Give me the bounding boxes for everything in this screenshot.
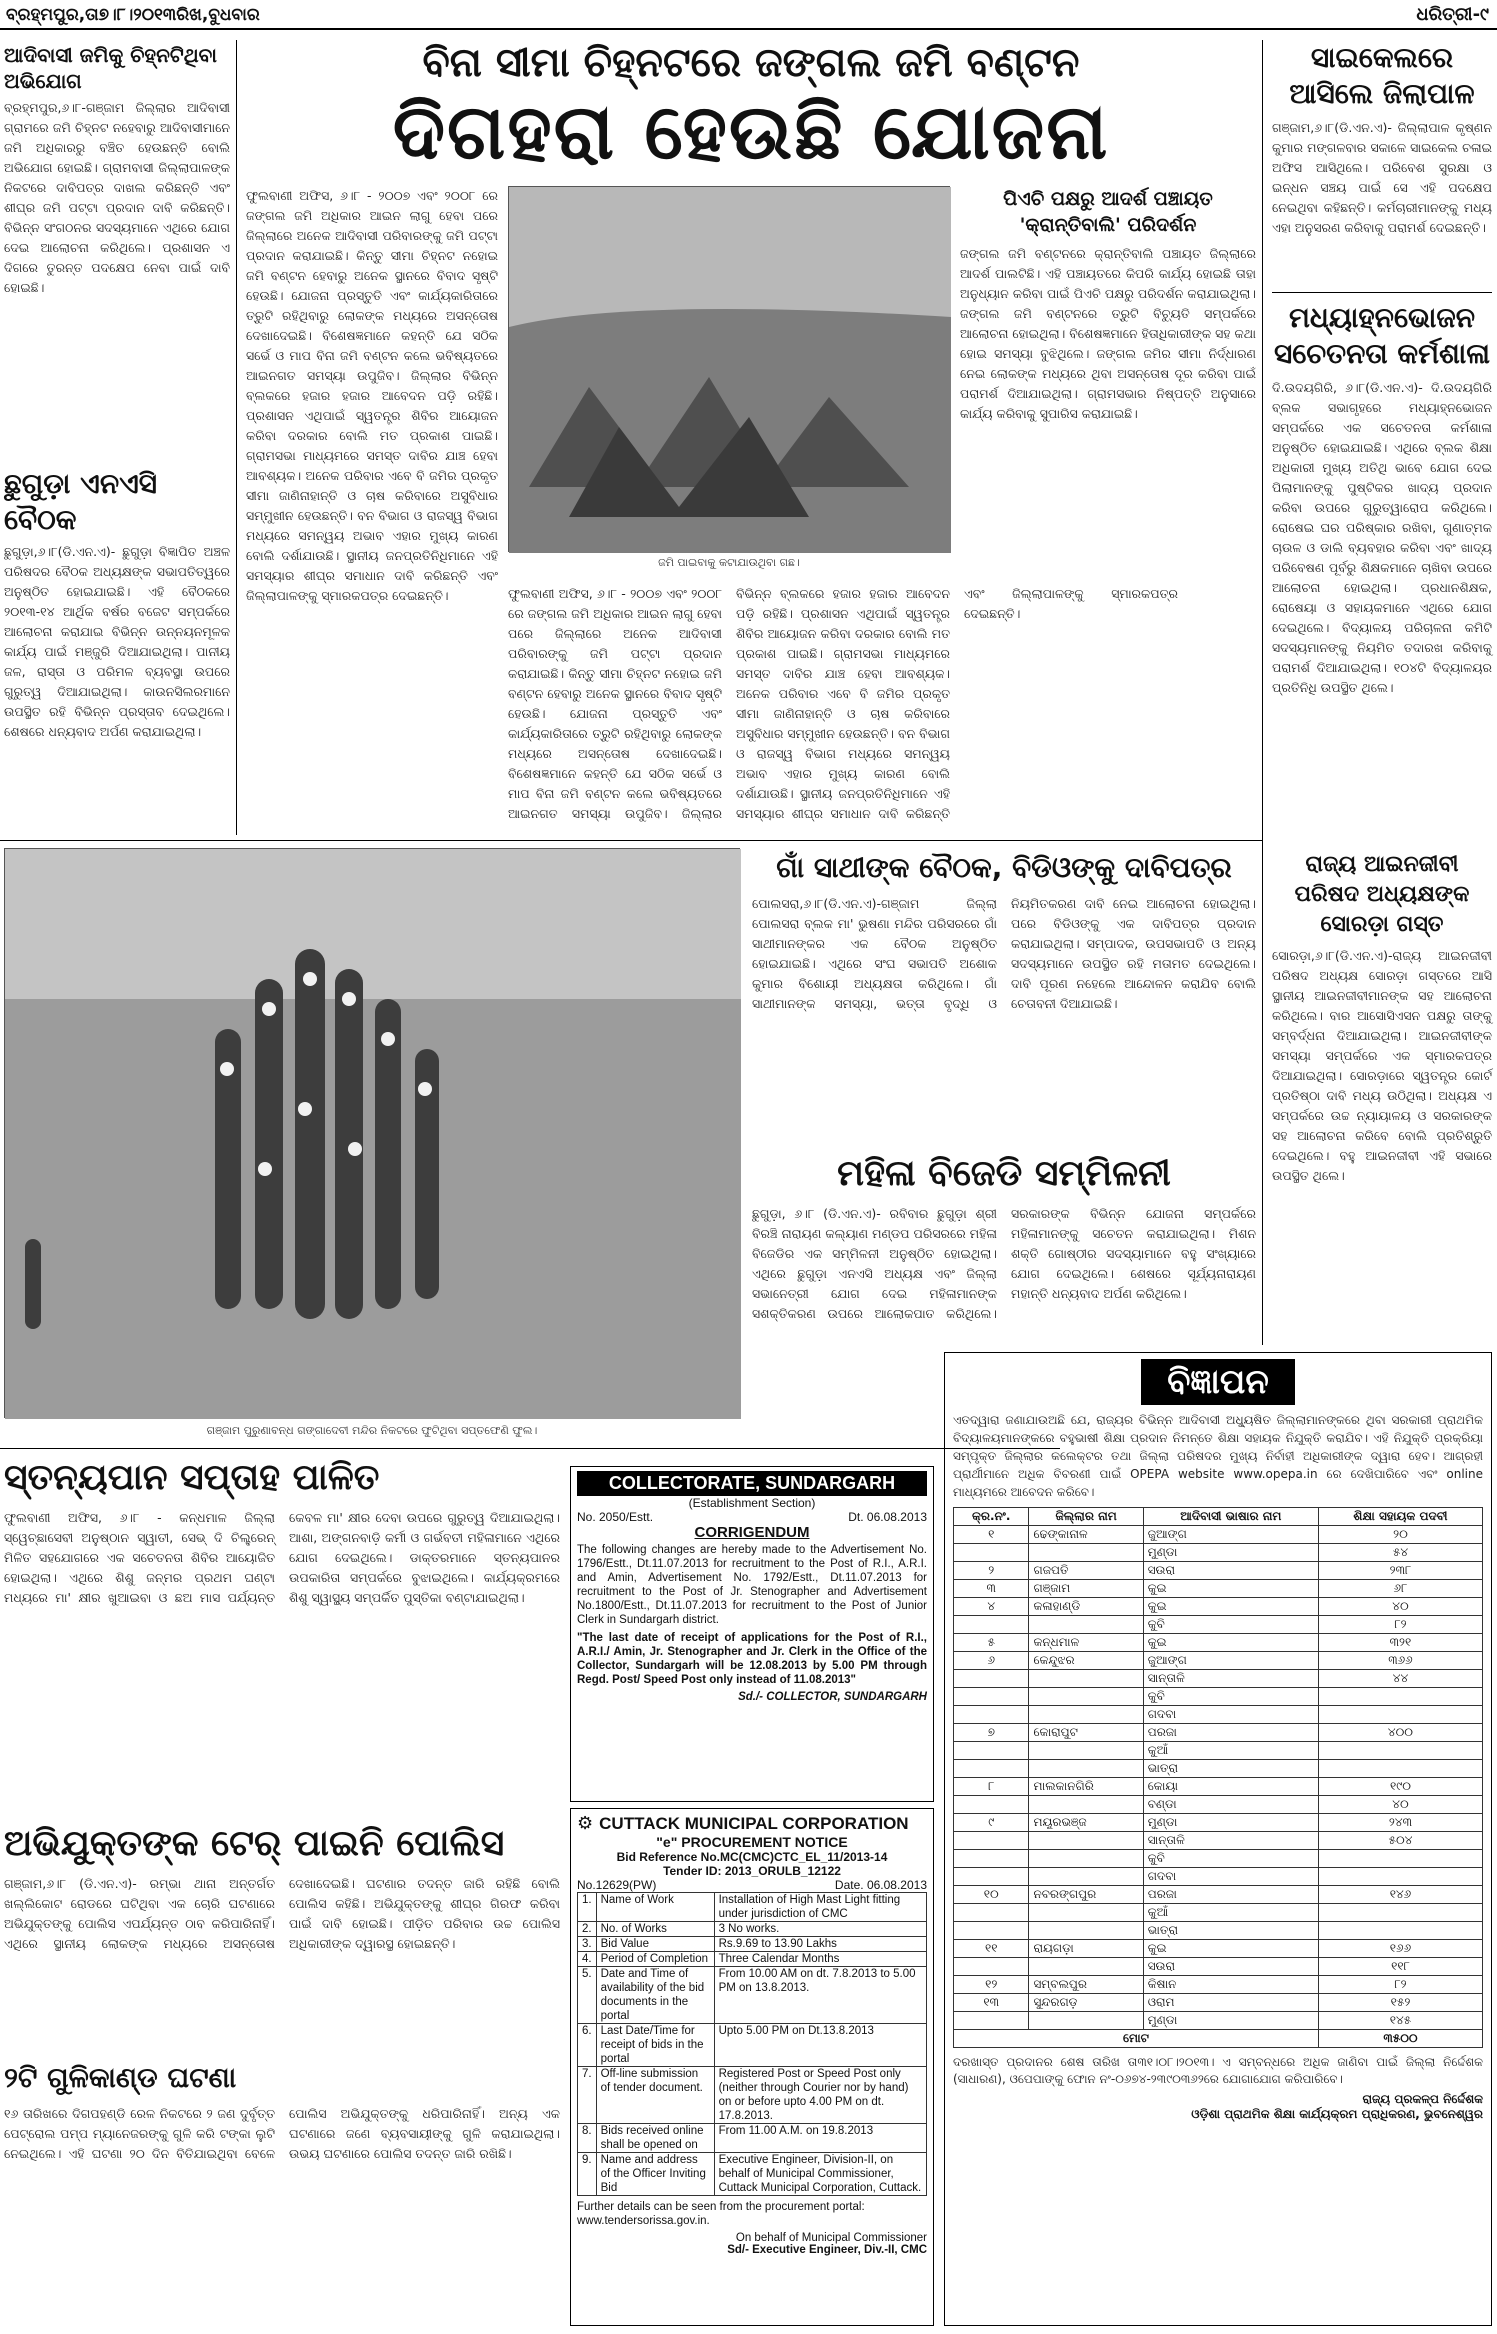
- ad-heading: CORRIGENDUM: [694, 1524, 810, 1541]
- notice-cell: ୧୧: [954, 1940, 1029, 1958]
- story-headline: ସ୍ତନ୍ୟପାନ ସପ୍ତାହ ପାଳିତ: [4, 1457, 380, 1498]
- story-body: ଫୁଲବାଣୀ ଅଫିସ, ୬।୮ - କନ୍ଧମାଳ ଜିଲ୍ଲା ସ୍ୱେଚ୍ଛାସେବୀ ଅନୁଷ୍ଠାନ ସ୍ୱାତୀ, ସେଭ୍ ଦି ଚିଲ୍ଡ୍ରେନ୍ ମିଳିତ ସହଯୋଗରେ ଏକ ସଚେତନତା ଶିବିର ଆୟୋଜିତ ହୋଇଥିଲା। ଏଥିରେ ଶିଶୁ ଜନ୍ମର ପ୍ରଥମ ଘଣ୍ଟା ମଧ୍ୟରେ ମା' କ୍ଷୀର ଖୁଆଇବା ଓ ଛଅ ମାସ ପର୍ଯ୍ୟନ୍ତ କେବଳ ମା' କ୍ଷୀର ଦେବା ଉପରେ ଗୁରୁତ୍ୱ ଦିଆଯାଇଥିଲା। ଆଶା, ଅଙ୍ଗନବାଡ଼ି କର୍ମୀ ଓ ଗର୍ଭବତୀ ମହିଳାମାନେ ଏଥିରେ ଯୋଗ ଦେଇଥିଲେ। ଡାକ୍ତରମାନେ ସ୍ତନ୍ୟପାନର ଉପକାରିତା ସମ୍ପର୍କରେ ବୁଝାଇଥିଲେ। କାର୍ଯ୍ୟକ୍ରମରେ ଶିଶୁ ସ୍ୱାସ୍ଥ୍ୟ ସମ୍ପର୍କିତ ପୁସ୍ତିକା ବଣ୍ଟାଯାଇଥିଲା।: [4, 1510, 560, 1605]
- notice-cell: [954, 1868, 1029, 1886]
- notice-cell: [1029, 1904, 1143, 1922]
- cmc-cell-item: Date and Time of availability of the bid documents in the portal: [596, 1967, 714, 2024]
- notice-cell: କୁଇ: [1143, 1634, 1318, 1652]
- cmc-cell-value: Installation of High Mast Light fitting under jurisdiction of CMC: [714, 1893, 926, 1922]
- story-cycle: [1272, 40, 1492, 290]
- notice-cell: ବଣ୍ଡା: [1143, 1796, 1318, 1814]
- notice-cell: [954, 1616, 1029, 1634]
- notice-cell: କେନ୍ଦୁଝର: [1029, 1652, 1143, 1670]
- notice-row: [954, 1976, 1483, 1994]
- story-headline: ୨ଟି ଗୁଳିକାଣ୍ଡ ଘଟଣା: [4, 2061, 237, 2094]
- cmc-cell-sl: 5.: [578, 1967, 597, 2024]
- cmc-cell-sl: 7.: [578, 2067, 597, 2124]
- recruitment-notice: [944, 1352, 1492, 2326]
- cactus-photo-art: [5, 849, 741, 1419]
- cmc-row: [578, 1967, 927, 2024]
- notice-cell: ୧୩: [954, 1994, 1029, 2012]
- notice-cell: [1029, 2012, 1143, 2030]
- notice-cell: ୧୦: [954, 1886, 1029, 1904]
- notice-cell: ୮: [954, 1778, 1029, 1796]
- notice-row: [954, 1598, 1483, 1616]
- notice-row: [954, 1562, 1483, 1580]
- cmc-cell-item: Period of Completion: [596, 1952, 714, 1967]
- story-headline: ଅଭିଯୁକ୍ତଙ୍କ ଟେର୍ ପାଇନି ପୋଲିସ: [4, 1823, 505, 1864]
- story-kranti: [960, 186, 1256, 836]
- notice-cell: [954, 2012, 1029, 2030]
- notice-cell: ୭: [954, 1724, 1029, 1742]
- notice-row: [954, 1778, 1483, 1796]
- notice-cell: [1318, 1688, 1482, 1706]
- cmc-row: [578, 1893, 927, 1922]
- notice-row: [954, 1994, 1483, 2012]
- notice-cell: ୧୯୦: [1318, 1778, 1482, 1796]
- cmc-signature: Sd/- Executive Engineer, Div.-II, CMC: [727, 2244, 927, 2256]
- notice-footer: ଦରଖାସ୍ତ ପ୍ରଦାନର ଶେଷ ତାରିଖ ତା୩୧।୦୮।୨୦୧୩। ଏ ସମ୍ବନ୍ଧରେ ଅଧିକ ଜାଣିବା ପାଇଁ ଜିଲ୍ଲା ନିର୍ଦ୍ଦେଶକ (ସାଧାରଣ), ଓପେପାଙ୍କୁ ଫୋନ ନଂ-୦୬୭୪-୨୩୯୦୩୬୨ରେ ଯୋଗାଯୋଗ କରିପାରିବେ।: [953, 2055, 1483, 2086]
- cmc-subtitle: "e" PROCUREMENT NOTICE: [656, 1834, 848, 1850]
- cmc-cell-sl: 3.: [578, 1937, 597, 1952]
- notice-cell: [1029, 1688, 1143, 1706]
- lead-headline-block: [246, 38, 1256, 178]
- notice-cell: ଗଦବା: [1143, 1868, 1318, 1886]
- notice-cell: କୁବି: [1143, 1850, 1318, 1868]
- notice-cell: ଗଞ୍ଜାମ: [1029, 1580, 1143, 1598]
- notice-cell: କିଷାନ: [1143, 1976, 1318, 1994]
- notice-cell: ୧: [954, 1526, 1029, 1544]
- notice-cell: ଜୁଆଙ୍ଗ: [1143, 1526, 1318, 1544]
- cmc-cell-item: Name of Work: [596, 1893, 714, 1922]
- notice-cell: ଜୁଆଙ୍ଗ: [1143, 1652, 1318, 1670]
- story-body: ଗଞ୍ଜାମ,୬।୮ (ଡି.ଏନ.ଏ)- ରମ୍ଭା ଥାନା ଅନ୍ତର୍ଗତ ଖଲ୍ଲିକୋଟ ରୋଡରେ ଘଟିଥିବା ଏକ ଚୋରି ଘଟଣାରେ ଅଭିଯୁକ୍ତଙ୍କୁ ପୋଲିସ ଏପର୍ଯ୍ୟନ୍ତ ଠାବ କରିପାରିନାହିଁ। ଏଥିରେ ସ୍ଥାନୀୟ ଲୋକଙ୍କ ମଧ୍ୟରେ ଅସନ୍ତୋଷ ଦେଖାଦେଇଛି। ଘଟଣାର ତଦନ୍ତ ଜାରି ରହିଛି ବୋଲି ପୋଲିସ କହିଛି। ଅଭିଯୁକ୍ତଙ୍କୁ ଶୀଘ୍ର ଗିରଫ କରିବା ପାଇଁ ଦାବି ହୋଇଛି। ପୀଡ଼ିତ ପରିବାର ଉଚ୍ଚ ପୋଲିସ ଅଧିକାରୀଙ୍କ ଦ୍ୱାରସ୍ଥ ହୋଇଛନ୍ତି।: [4, 1876, 560, 1951]
- notice-cell: ୨୦: [1318, 1526, 1482, 1544]
- cmc-cell-value: From 10.00 AM on dt. 7.8.2013 to 5.00 PM on 13.8.2013.: [714, 1967, 926, 2024]
- notice-cell: ୨୩୮: [1318, 1562, 1482, 1580]
- notice-cell: [1029, 1742, 1143, 1760]
- cmc-row: [578, 1922, 927, 1937]
- ad-date: Dt. 06.08.2013: [848, 1510, 927, 1524]
- notice-cell: [954, 1958, 1029, 1976]
- notice-cell: [954, 1904, 1029, 1922]
- story-body: ୧୬ ତାରିଖରେ ଦିଗପହଣ୍ଡି ରେଳ ନିକଟରେ ୨ ଜଣ ଦୁର୍ବୃତ୍ତ ପେଟ୍ରୋଲ ପମ୍ପ ମ୍ୟାନେଜରଙ୍କୁ ଗୁଳି କରି ଟଙ୍କା ଲୁଟି ନେଇଥିଲେ। ଏହି ଘଟଣା ୨୦ ଦିନ ବିତିଯାଇଥିବା ବେଳେ ପୋଲିସ ଅଭିଯୁକ୍ତଙ୍କୁ ଧରିପାରିନାହିଁ। ଅନ୍ୟ ଏକ ଘଟଣାରେ ଜଣେ ବ୍ୟବସାୟୀଙ୍କୁ ଗୁଳି କରାଯାଇଥିଲା। ଉଭୟ ଘଟଣାରେ ପୋଲିସ ତଦନ୍ତ ଜାରି ରଖିଛି।: [4, 2106, 560, 2161]
- notice-cell: କୁଇ: [1143, 1580, 1318, 1598]
- notice-row: [954, 1670, 1483, 1688]
- notice-cell: କୁଆଁ: [1143, 1904, 1318, 1922]
- lead-body-cont: ଫୁଲବାଣୀ ଅଫିସ, ୬।୮ - ୨୦୦୭ ଏବଂ ୨୦୦୮ ରେ ଜଙ୍ଗଲ ଜମି ଅଧିକାର ଆଇନ ଲାଗୁ ହେବା ପରେ ଜିଲ୍ଲାରେ ଅନେକ ଆଦିବାସୀ ପରିବାରଙ୍କୁ ଜମି ପଟ୍ଟା ପ୍ରଦାନ କରାଯାଇଛି। କିନ୍ତୁ ସୀମା ଚିହ୍ନଟ ନହୋଇ ଜମି ବଣ୍ଟନ ହେବାରୁ ଅନେକ ସ୍ଥାନରେ ବିବାଦ ସୃଷ୍ଟି ହେଉଛି। ଯୋଜନା ପ୍ରସ୍ତୁତି ଏବଂ କାର୍ଯ୍ୟକାରିତାରେ ତ୍ରୁଟି ରହିଥିବାରୁ ଲୋକଙ୍କ ମଧ୍ୟରେ ଅସନ୍ତୋଷ ଦେଖାଦେଇଛି। ବିଶେଷଜ୍ଞମାନେ କହନ୍ତି ଯେ ସଠିକ ସର୍ଭେ ଓ ମାପ ବିନା ଜମି ବଣ୍ଟନ କଲେ ଭବିଷ୍ୟତରେ ଆଇନଗତ ସମସ୍ୟା ଉପୁଜିବ। ଜିଲ୍ଲାର ବିଭିନ୍ନ ବ୍ଲକରେ ହଜାର ହଜାର ଆବେଦନ ପଡ଼ି ରହିଛି। ପ୍ରଶାସନ ଏଥିପାଇଁ ସ୍ୱତନ୍ତ୍ର ଶିବିର ଆୟୋଜନ କରିବା ଦରକାର ବୋଲି ମତ ପ୍ରକାଶ ପାଇଛି। ଗ୍ରାମସଭା ମାଧ୍ୟମରେ ସମସ୍ତ ଦାବିର ଯାଞ୍ଚ ହେବା ଆବଶ୍ୟକ। ଅନେକ ପରିବାର ଏବେ ବି ଜମିର ପ୍ରକୃତ ସୀମା ଜାଣିନାହାନ୍ତି ଓ ଚାଷ କରିବାରେ ଅସୁବିଧାର ସମ୍ମୁଖୀନ ହେଉଛନ୍ତି। ବନ ବିଭାଗ ଓ ରାଜସ୍ୱ ବିଭାଗ ମଧ୍ୟରେ ସମନ୍ୱୟ ଅଭାବ ଏହାର ମୁଖ୍ୟ କାରଣ ବୋଲି ଦର୍ଶାଯାଉଛି। ସ୍ଥାନୀୟ ଜନପ୍ରତିନିଧିମାନେ ଏହି ସମସ୍ୟାର ଶୀଘ୍ର ସମାଧାନ ଦାବି କରିଛନ୍ତି ଏବଂ ଜିଲ୍ଲାପାଳଙ୍କୁ ସ୍ମାରକପତ୍ର ଦେଇଛନ୍ତି।: [508, 586, 1178, 821]
- notice-cell: ଓରାମ: [1143, 1994, 1318, 2012]
- cmc-cell-value: Executive Engineer, Division-II, on behalf of Municipal Commissioner, Cuttack Municipal Corporation, Cuttack.: [714, 2153, 926, 2196]
- notice-row: [954, 1904, 1483, 1922]
- notice-cell: ୫: [954, 1634, 1029, 1652]
- story-body: ଛୁଗୁଡ଼ା, ୬।୮ (ଡି.ଏନ.ଏ)- ରବିବାର ଛୁଗୁଡ଼ା ଶ୍ରୀ ବିରଞ୍ଚି ନାରାୟଣ କଲ୍ୟାଣ ମଣ୍ଡପ ପରିସରରେ ମହିଳା ବିଜେଡିର ଏକ ସମ୍ମିଳନୀ ଅନୁଷ୍ଠିତ ହୋଇଥିଲା। ଏଥିରେ ଛୁଗୁଡ଼ା ଏନଏସି ଅଧ୍ୟକ୍ଷ ଏବଂ ଜିଲ୍ଲା ସଭାନେତ୍ରୀ ଯୋଗ ଦେଇ ମହିଳାମାନଙ୍କ ସଶକ୍ତିକରଣ ଉପରେ ଆଲୋକପାତ କରିଥିଲେ। ସରକାରଙ୍କ ବିଭିନ୍ନ ଯୋଜନା ସମ୍ପର୍କରେ ମହିଳାମାନଙ୍କୁ ସଚେତନ କରାଯାଇଥିଲା। ମିଶନ ଶକ୍ତି ଗୋଷ୍ଠୀର ସଦସ୍ୟାମାନେ ବହୁ ସଂଖ୍ୟାରେ ଯୋଗ ଦେଇଥିଲେ। ଶେଷରେ ସୂର୍ଯ୍ୟନାରାୟଣ ମହାନ୍ତି ଧନ୍ୟବାଦ ଅର୍ପଣ କରିଥିଲେ।: [752, 1206, 1256, 1321]
- notice-cell: [954, 1688, 1029, 1706]
- ad-title: COLLECTORATE, SUNDARGARH: [577, 1471, 927, 1496]
- story-body: ସୋରଡ଼ା,୬।୮(ଡି.ଏନ.ଏ)-ରାଜ୍ୟ ଆଇନଜୀବୀ ପରିଷଦ ଅଧ୍ୟକ୍ଷ ସୋରଡ଼ା ଗସ୍ତରେ ଆସି ସ୍ଥାନୀୟ ଆଇନଜୀବୀମାନଙ୍କ ସହ ଆଲୋଚନା କରିଥିଲେ। ବାର ଆସୋସିଏସନ ପକ୍ଷରୁ ତାଙ୍କୁ ସମ୍ବର୍ଦ୍ଧନା ଦିଆଯାଇଥିଲା। ଆଇନଜୀବୀଙ୍କ ସମସ୍ୟା ସମ୍ପର୍କରେ ଏକ ସ୍ମାରକପତ୍ର ଦିଆଯାଇଥିଲା। ସୋରଡ଼ାରେ ସ୍ୱତନ୍ତ୍ର କୋର୍ଟ ପ୍ରତିଷ୍ଠା ଦାବି ମଧ୍ୟ ଉଠିଥିଲା। ଅଧ୍ୟକ୍ଷ ଏ ସମ୍ପର୍କରେ ଉଚ୍ଚ ନ୍ୟାୟାଳୟ ଓ ସରକାରଙ୍କ ସହ ଆଲୋଚନା କରିବେ ବୋଲି ପ୍ରତିଶ୍ରୁତି ଦେଇଥିଲେ। ବହୁ ଆଇନଜୀବୀ ଏହି ସଭାରେ ଉପସ୍ଥିତ ଥିଲେ।: [1272, 948, 1492, 1183]
- cmc-cell-sl: 1.: [578, 1893, 597, 1922]
- notice-row: [954, 1940, 1483, 1958]
- ad-body: The following changes are hereby made to the Advertisement No. 1796/Estt., Dt.11.07.2013 for recruitment to the Post of R.I., A.R.I. and Amin, Advertisement No. 1792/Estt., Dt.11.07.2013 for recruitment to the Post of Jr. Stenographer and Advertisement No.1800/Estt., Dt.11.07.2013 for recruitment to the Post of Junior Clerk in Sundargarh district.: [577, 1544, 927, 1626]
- notice-row: [954, 1868, 1483, 1886]
- notice-total-row: [954, 2030, 1483, 2048]
- notice-cell: [1318, 1922, 1482, 1940]
- section-divider: [0, 840, 1262, 841]
- notice-cell: ସାନ୍ତାଳି: [1143, 1670, 1318, 1688]
- cmc-tender: [570, 1808, 934, 2326]
- cactus-photo: [4, 848, 740, 1418]
- notice-row: [954, 1688, 1483, 1706]
- notice-cell: [1029, 1760, 1143, 1778]
- cmc-row: [578, 2067, 927, 2124]
- notice-cell: ରାୟଗଡ଼ା: [1029, 1940, 1143, 1958]
- cmc-date: Date. 06.08.2013: [834, 1878, 927, 1892]
- notice-cell: ପରଜା: [1143, 1724, 1318, 1742]
- cmc-cell-sl: 4.: [578, 1952, 597, 1967]
- notice-cell: ୧୪୬: [1318, 1886, 1482, 1904]
- notice-cell: [1318, 1742, 1482, 1760]
- notice-row: [954, 1652, 1483, 1670]
- notice-cell: [954, 1796, 1029, 1814]
- cmc-cell-item: Last Date/Time for receipt of bids in the portal: [596, 2024, 714, 2067]
- notice-cell: ୧୫୨: [1318, 1994, 1482, 2012]
- notice-cell: କୁଇ: [1143, 1940, 1318, 1958]
- notice-cell: [1029, 1832, 1143, 1850]
- ad-body-bold: "The last date of receipt of applications for the Post of R.I., A.R.I./ Amin, Jr. Stenographer and Jr. Clerk in the Office of the Collector, Sundargarh will be 12.08.2013 by 5.00 PM through Regd. Post/ Speed Post only instead of 11.08.2013": [577, 1632, 927, 1686]
- story-breastfeed: [4, 1456, 560, 1816]
- notice-cell: କୋରାପୁଟ: [1029, 1724, 1143, 1742]
- cmc-title-row: [577, 1813, 927, 1834]
- story-headline: ସାଇକେଲରେ ଆସିଲେ ଜିଲାପାଳ: [1289, 41, 1475, 110]
- notice-intro: ଏତଦ୍ୱାରା ଜଣାଯାଉଅଛି ଯେ, ରାଜ୍ୟର ବିଭିନ୍ନ ଆଦିବାସୀ ଅଧ୍ୟୁଷିତ ଜିଲ୍ଲାମାନଙ୍କରେ ଥିବା ସରକାରୀ ପ୍ରାଥମିକ ବିଦ୍ୟାଳୟମାନଙ୍କରେ ବହୁଭାଷୀ ଶିକ୍ଷା ପ୍ରଦାନ ନିମନ୍ତେ ଶିକ୍ଷା ସହାୟକ ନିଯୁକ୍ତି କରାଯିବ। ଏହି ନିଯୁକ୍ତି ପ୍ରକ୍ରିୟା ସମ୍ପୃକ୍ତ ଜିଲ୍ଲାର କଲେକ୍ଟର ତଥା ଜିଲ୍ଲା ପରିଷଦର ମୁଖ୍ୟ ନିର୍ବାହୀ ଅଧିକାରୀଙ୍କ ଦ୍ୱାରା ହେବ। ଆଗ୍ରହୀ ପ୍ରାର୍ଥୀମାନେ ଅଧିକ ବିବରଣୀ ପାଇଁ OPEPA website www.opepa.in ରେ ଦେଖିପାରିବେ ଏବଂ online ମାଧ୍ୟମରେ ଆବେଦନ କରିବେ।: [953, 1413, 1483, 1499]
- story-gun: [4, 2060, 560, 2324]
- story-headline: ଗାଁ ସାଥୀଙ୍କ ବୈଠକ, ବିଡିଓଙ୍କୁ ଦାବିପତ୍ର: [776, 851, 1232, 884]
- notice-cell: ମୁଣ୍ଡା: [1143, 1814, 1318, 1832]
- notice-sign-title: ରାଜ୍ୟ ପ୍ରକଳ୍ପ ନିର୍ଦ୍ଦେଶକ: [1362, 2092, 1483, 2106]
- story-headline: ମହିଳା ବିଜେଡି ସମ୍ମିଳନୀ: [837, 1153, 1171, 1194]
- notice-row: [954, 1958, 1483, 1976]
- cmc-title: CUTTACK MUNICIPAL CORPORATION: [599, 1813, 909, 1833]
- notice-cell: [1029, 1616, 1143, 1634]
- notice-row: [954, 1634, 1483, 1652]
- cmc-ref-row: [577, 1878, 927, 1892]
- notice-cell: ସାନ୍ତାଳି: [1143, 1832, 1318, 1850]
- story-headline: ରାଜ୍ୟ ଆଇନଜୀବୀ ପରିଷଦ ଅଧ୍ୟକ୍ଷଙ୍କ ସୋରଡ଼ା ଗସ୍ତ: [1294, 852, 1470, 937]
- notice-title-wrap: [953, 1359, 1483, 1405]
- notice-row: [954, 1832, 1483, 1850]
- notice-cell: କୁଆଁ: [1143, 1742, 1318, 1760]
- notice-cell: କୁବି: [1143, 1616, 1318, 1634]
- notice-cell: ୪୦: [1318, 1796, 1482, 1814]
- notice-row: [954, 1922, 1483, 1940]
- notice-cell: ୩୬୬: [1318, 1652, 1482, 1670]
- notice-cell: ୮୨: [1318, 1976, 1482, 1994]
- story-chhuguda: [4, 466, 230, 836]
- cmc-emblem-icon: ⚙: [577, 1813, 594, 1833]
- cmc-cell-value: Registered Post or Speed Post only (neither through Courier nor by hand) on or before upto 4.00 PM on dt. 17.8.2013.: [714, 2067, 926, 2124]
- notice-cell: [1029, 1544, 1143, 1562]
- cmc-cell-item: Bid Value: [596, 1937, 714, 1952]
- cmc-cell-value: 3 No works.: [714, 1922, 926, 1937]
- notice-header-cell: କ୍ର.ନଂ.: [954, 1508, 1029, 1526]
- notice-cell: ଭାତ୍ରା: [1143, 1922, 1318, 1940]
- notice-row: [954, 1886, 1483, 1904]
- notice-row: [954, 1742, 1483, 1760]
- lead-headline: ଦିଗହରା ହେଉଛି ଯୋଜନା: [392, 87, 1110, 176]
- notice-cell: [954, 1922, 1029, 1940]
- notice-row: [954, 2012, 1483, 2030]
- cmc-cell-item: Bids received online shall be opened on: [596, 2124, 714, 2153]
- ad-ref-row: [577, 1510, 927, 1524]
- story-headline: ମଧ୍ୟାହ୍ନଭୋଜନ ସଚେତନତା କର୍ମଶାଳା: [1273, 301, 1491, 370]
- forest-photo-art: [509, 187, 951, 553]
- notice-cell: [954, 1544, 1029, 1562]
- notice-cell: ୬: [954, 1652, 1029, 1670]
- notice-total-label: ମୋଟ: [954, 2030, 1319, 2048]
- story-mdm: [1272, 300, 1492, 840]
- notice-cell: ଢେଙ୍କାନାଳ: [1029, 1526, 1143, 1544]
- notice-cell: [1318, 1904, 1482, 1922]
- cmc-cell-sl: 6.: [578, 2024, 597, 2067]
- notice-cell: ୬୮: [1318, 1580, 1482, 1598]
- section-divider: [1272, 292, 1492, 293]
- notice-cell: [954, 1760, 1029, 1778]
- cmc-cell-item: Off-line submission of tender document.: [596, 2067, 714, 2124]
- notice-cell: [954, 1742, 1029, 1760]
- notice-cell: କୁଇ: [1143, 1598, 1318, 1616]
- story-body: ପୋଲସରା,୬।୮(ଡି.ଏନ.ଏ)-ଗଞ୍ଜାମ ଜିଲ୍ଲା ପୋଲସରା ବ୍ଲକ ମା' ଭୁଷଣା ମନ୍ଦିର ପରିସରରେ ଗାଁ ସାଥୀମାନଙ୍କର ଏକ ବୈଠକ ଅନୁଷ୍ଠିତ ହୋଇଯାଇଛି। ଏଥିରେ ସଂଘ ସଭାପତି ଅଶୋକ କୁମାର ବିଶୋୟୀ ଅଧ୍ୟକ୍ଷତା କରିଥିଲେ। ଗାଁ ସାଥୀମାନଙ୍କ ସମସ୍ୟା, ଭତ୍ତା ବୃଦ୍ଧି ଓ ନିୟମିତକରଣ ଦାବି ନେଇ ଆଲୋଚନା ହୋଇଥିଲା। ପରେ ବିଡିଓଙ୍କୁ ଏକ ଦାବିପତ୍ର ପ୍ରଦାନ କରାଯାଇଥିଲା। ସମ୍ପାଦକ, ଉପସଭାପତି ଓ ଅନ୍ୟ ସଦସ୍ୟମାନେ ଉପସ୍ଥିତ ରହି ମତାମତ ଦେଇଥିଲେ। ଦାବି ପୂରଣ ନହେଲେ ଆନ୍ଦୋଳନ କରାଯିବ ବୋଲି ଚେତାବନୀ ଦିଆଯାଇଛି।: [752, 896, 1256, 1011]
- forest-photo: [508, 186, 950, 552]
- cmc-cell-sl: 9.: [578, 2153, 597, 2196]
- notice-cell: କୁବି: [1143, 1688, 1318, 1706]
- cmc-cell-value: From 11.00 A.M. on 19.8.2013: [714, 2124, 926, 2153]
- notice-cell: ମୁଣ୍ଡା: [1143, 1544, 1318, 1562]
- cmc-table: [577, 1892, 927, 2196]
- notice-cell: [1029, 1922, 1143, 1940]
- notice-cell: ମୟୂରଭଞ୍ଜ: [1029, 1814, 1143, 1832]
- cmc-cell-value: Three Calendar Months: [714, 1952, 926, 1967]
- notice-cell: [954, 1706, 1029, 1724]
- notice-cell: [1318, 1868, 1482, 1886]
- column-rule: [236, 40, 237, 835]
- notice-cell: କୋୟା: [1143, 1778, 1318, 1796]
- masthead-date: ବ୍ରହ୍ମପୁର,ତା୭।୮।୨୦୧୩ରିଖ,ବୁଧବାର: [6, 5, 260, 25]
- notice-cell: ୨୪୩: [1318, 1814, 1482, 1832]
- cmc-footer: Further details can be seen from the procurement portal: www.tendersorissa.gov.in.: [577, 2201, 865, 2227]
- notice-row: [954, 1760, 1483, 1778]
- notice-cell: [1029, 1670, 1143, 1688]
- notice-cell: ୯: [954, 1814, 1029, 1832]
- cmc-bid-ref: Bid Reference No.MC(CMC)CTC_EL_11/2013-14: [616, 1850, 888, 1864]
- notice-cell: ୧୪୫: [1318, 2012, 1482, 2030]
- story-headline: ପିଏଚି ପକ୍ଷରୁ ଆଦର୍ଶ ପଞ୍ଚାୟତ 'କ୍ରାନ୍ତିବାଲି' ପରିଦର୍ଶନ: [1003, 188, 1213, 236]
- cactus-photo-caption: ଗଞ୍ଜାମ ପୁରୁଣାବନ୍ଧ ଗଙ୍ଗାଦେବୀ ମନ୍ଦିର ନିକଟରେ ଫୁଟିଥିବା ସପ୍ତଫେଣି ଫୁଲ।: [206, 1424, 538, 1437]
- notice-cell: ୧୨: [954, 1976, 1029, 1994]
- cmc-on-behalf: On behalf of Municipal Commissioner: [735, 2232, 927, 2244]
- notice-cell: ୪୦: [1318, 1598, 1482, 1616]
- notice-cell: ଗଜପତି: [1029, 1562, 1143, 1580]
- masthead: [0, 0, 1497, 30]
- notice-total-value: ୩୫୦୦: [1318, 2030, 1482, 2048]
- notice-cell: [1029, 1706, 1143, 1724]
- notice-cell: [954, 1850, 1029, 1868]
- story-headline: ଛୁଗୁଡ଼ା ଏନଏସି ବୈଠକ: [4, 467, 158, 536]
- ad-signature: Sd./- COLLECTOR, SUNDARGARH: [738, 1691, 927, 1703]
- notice-row: [954, 1526, 1483, 1544]
- notice-cell: ୪୦୦: [1318, 1724, 1482, 1742]
- story-anganwadi: [1272, 850, 1492, 1340]
- story-body: ଛୁଗୁଡ଼ା,୬।୮(ଡି.ଏନ.ଏ)- ଛୁଗୁଡ଼ା ବିଜ୍ଞାପିତ ଅଞ୍ଚଳ ପରିଷଦର ବୈଠକ ଅଧ୍ୟକ୍ଷଙ୍କ ସଭାପତିତ୍ୱରେ ଅନୁଷ୍ଠିତ ହୋଇଯାଇଛି। ଏହି ବୈଠକରେ ୨୦୧୩-୧୪ ଆର୍ଥିକ ବର୍ଷର ବଜେଟ ସମ୍ପର୍କରେ ଆଲୋଚନା କରାଯାଇ ବିଭିନ୍ନ ଉନ୍ନୟନମୂଳକ କାର୍ଯ୍ୟ ପାଇଁ ମଞ୍ଜୁରି ଦିଆଯାଇଥିଲା। ପାନୀୟ ଜଳ, ରାସ୍ତା ଓ ପରିମଳ ବ୍ୟବସ୍ଥା ଉପରେ ଗୁରୁତ୍ୱ ଦିଆଯାଇଥିଲା। କାଉନସିଲରମାନେ ଉପସ୍ଥିତ ରହି ବିଭିନ୍ନ ପ୍ରସ୍ତାବ ଦେଇଥିଲେ। ଶେଷରେ ଧନ୍ୟବାଦ ଅର୍ପଣ କରାଯାଇଥିଲା।: [4, 544, 230, 739]
- notice-cell: [954, 1832, 1029, 1850]
- forest-photo-caption: ଜମି ପାଇବାକୁ କଟାଯାଉଥିବା ଗଛ।: [658, 556, 800, 569]
- notice-cell: ୩: [954, 1580, 1029, 1598]
- notice-cell: ୧୧୮: [1318, 1958, 1482, 1976]
- notice-cell: ନବରଙ୍ଗପୁର: [1029, 1886, 1143, 1904]
- cmc-cell-value: Upto 5.00 PM on Dt.13.8.2013: [714, 2024, 926, 2067]
- notice-cell: ୫୦୪: [1318, 1832, 1482, 1850]
- notice-cell: ଭାତ୍ରା: [1143, 1760, 1318, 1778]
- notice-header-cell: ଶିକ୍ଷା ସହାୟକ ପଦବୀ: [1318, 1508, 1482, 1526]
- ad-section: (Establishment Section): [688, 1496, 816, 1510]
- notice-header-cell: ଜିଲ୍ଲାର ନାମ: [1029, 1508, 1143, 1526]
- notice-cell: ମୁଣ୍ଡା: [1143, 2012, 1318, 2030]
- notice-row: [954, 1850, 1483, 1868]
- notice-cell: [1318, 1706, 1482, 1724]
- notice-row: [954, 1544, 1483, 1562]
- notice-cell: ୩୨୧: [1318, 1634, 1482, 1652]
- cmc-row: [578, 1952, 927, 1967]
- notice-cell: [954, 1670, 1029, 1688]
- notice-cell: [1318, 1760, 1482, 1778]
- notice-row: [954, 1580, 1483, 1598]
- notice-cell: ୪୪: [1318, 1670, 1482, 1688]
- notice-cell: ୧୬୬: [1318, 1940, 1482, 1958]
- cmc-tender-id: Tender ID: 2013_ORULB_12122: [663, 1864, 841, 1878]
- lead-kicker: ବିନା ସୀମା ଚିହ୍ନଟରେ ଜଙ୍ଗଲ ଜମି ବଣ୍ଟନ: [422, 40, 1080, 86]
- notice-sign-org: ଓଡ଼ିଶା ପ୍ରାଥମିକ ଶିକ୍ଷା କାର୍ଯ୍ୟକ୍ରମ ପ୍ରାଧିକରଣ, ଭୁବନେଶ୍ୱର: [1191, 2107, 1483, 2121]
- notice-row: [954, 1706, 1483, 1724]
- notice-cell: [1318, 1850, 1482, 1868]
- notice-cell: କଳାହାଣ୍ଡି: [1029, 1598, 1143, 1616]
- notice-cell: ୨: [954, 1562, 1029, 1580]
- cmc-cell-sl: 2.: [578, 1922, 597, 1937]
- notice-cell: ୫୪: [1318, 1544, 1482, 1562]
- notice-cell: [1029, 1850, 1143, 1868]
- notice-cell: ସଉରା: [1143, 1958, 1318, 1976]
- story-headline: ଆଦିବାସୀ ଜମିକୁ ଚିହ୍ନଟିଥିବା ଅଭିଯୋଗ: [4, 43, 217, 93]
- column-rule: [1262, 40, 1263, 1345]
- story-body: ବ୍ରହ୍ମପୁର,୬।୮-ଗଞ୍ଜାମ ଜିଲ୍ଲାର ଆଦିବାସୀ ଗ୍ରାମରେ ଜମି ଚିହ୍ନଟ ନହେବାରୁ ଆଦିବାସୀମାନେ ଜମି ଅଧିକାରରୁ ବଞ୍ଚିତ ହେଉଛନ୍ତି ବୋଲି ଅଭିଯୋଗ ହୋଇଛି। ଗ୍ରାମବାସୀ ଜିଲ୍ଲାପାଳଙ୍କ ନିକଟରେ ଦାବିପତ୍ର ଦାଖଲ କରିଛନ୍ତି ଏବଂ ଶୀଘ୍ର ଜମି ପଟ୍ଟା ପ୍ରଦାନ ଦାବି କରିଛନ୍ତି। ବିଭିନ୍ନ ସଂଗଠନର ସଦସ୍ୟମାନେ ଏଥିରେ ଯୋଗ ଦେଇ ଆଲୋଚନା କରିଥିଲେ। ପ୍ରଶାସନ ଏ ଦିଗରେ ତୁରନ୍ତ ପଦକ୍ଷେପ ନେବା ପାଇଁ ଦାବି ହୋଇଛି।: [4, 100, 230, 295]
- cmc-row: [578, 2024, 927, 2067]
- notice-cell: ସଉରା: [1143, 1562, 1318, 1580]
- ad-number: No. 2050/Estt.: [577, 1510, 654, 1524]
- notice-cell: ସମ୍ବଲପୁର: [1029, 1976, 1143, 1994]
- story-body: ଗଞ୍ଜାମ,୬।୮(ଡି.ଏନ.ଏ)- ଜିଲ୍ଲାପାଳ କୃଷ୍ଣନ କୁମାର ମଙ୍ଗଳବାର ସକାଳେ ସାଇକେଲ ଚଳାଇ ଅଫିସ ଆସିଥିଲେ। ପରିବେଶ ସୁରକ୍ଷା ଓ ଇନ୍ଧନ ସଞ୍ଚୟ ପାଇଁ ସେ ଏହି ପଦକ୍ଷେପ ନେଇଥିବା କହିଛନ୍ତି। କର୍ମଚାରୀମାନଙ୍କୁ ମଧ୍ୟ ଏହା ଅନୁସରଣ କରିବାକୁ ପରାମର୍ଶ ଦେଇଛନ୍ତି।: [1272, 120, 1492, 235]
- story-police: [4, 1822, 560, 2056]
- notice-cell: [1029, 1958, 1143, 1976]
- notice-header-cell: ଆଦିବାସୀ ଭାଷାର ନାମ: [1143, 1508, 1318, 1526]
- notice-cell: [1029, 1868, 1143, 1886]
- notice-row: [954, 1814, 1483, 1832]
- notice-cell: ୪: [954, 1598, 1029, 1616]
- cmc-row: [578, 1937, 927, 1952]
- notice-cell: କନ୍ଧମାଳ: [1029, 1634, 1143, 1652]
- notice-row: [954, 1616, 1483, 1634]
- notice-row: [954, 1724, 1483, 1742]
- notice-cell: ସୁନ୍ଦରଗଡ଼: [1029, 1994, 1143, 2012]
- notice-cell: ମାଲକାନଗିରି: [1029, 1778, 1143, 1796]
- notice-cell: ଗଦବା: [1143, 1706, 1318, 1724]
- cmc-cell-item: Name and address of the Officer Inviting Bid: [596, 2153, 714, 2196]
- page-number: ଧରିତ୍ରୀ-୯: [1416, 4, 1489, 25]
- cmc-row: [578, 2124, 927, 2153]
- lead-body-col1: ଫୁଲବାଣୀ ଅଫିସ, ୬।୮ - ୨୦୦୭ ଏବଂ ୨୦୦୮ ରେ ଜଙ୍ଗଲ ଜମି ଅଧିକାର ଆଇନ ଲାଗୁ ହେବା ପରେ ଜିଲ୍ଲାରେ ଅନେକ ଆଦିବାସୀ ପରିବାରଙ୍କୁ ଜମି ପଟ୍ଟା ପ୍ରଦାନ କରାଯାଇଛି। କିନ୍ତୁ ସୀମା ଚିହ୍ନଟ ନହୋଇ ଜମି ବଣ୍ଟନ ହେବାରୁ ଅନେକ ସ୍ଥାନରେ ବିବାଦ ସୃଷ୍ଟି ହେଉଛି। ଯୋଜନା ପ୍ରସ୍ତୁତି ଏବଂ କାର୍ଯ୍ୟକାରିତାରେ ତ୍ରୁଟି ରହିଥିବାରୁ ଲୋକଙ୍କ ମଧ୍ୟରେ ଅସନ୍ତୋଷ ଦେଖାଦେଇଛି। ବିଶେଷଜ୍ଞମାନେ କହନ୍ତି ଯେ ସଠିକ ସର୍ଭେ ଓ ମାପ ବିନା ଜମି ବଣ୍ଟନ କଲେ ଭବିଷ୍ୟତରେ ଆଇନଗତ ସମସ୍ୟା ଉପୁଜିବ। ଜିଲ୍ଲାର ବିଭିନ୍ନ ବ୍ଲକରେ ହଜାର ହଜାର ଆବେଦନ ପଡ଼ି ରହିଛି। ପ୍ରଶାସନ ଏଥିପାଇଁ ସ୍ୱତନ୍ତ୍ର ଶିବିର ଆୟୋଜନ କରିବା ଦରକାର ବୋଲି ମତ ପ୍ରକାଶ ପାଇଛି। ଗ୍ରାମସଭା ମାଧ୍ୟମରେ ସମସ୍ତ ଦାବିର ଯାଞ୍ଚ ହେବା ଆବଶ୍ୟକ। ଅନେକ ପରିବାର ଏବେ ବି ଜମିର ପ୍ରକୃତ ସୀମା ଜାଣିନାହାନ୍ତି ଓ ଚାଷ କରିବାରେ ଅସୁବିଧାର ସମ୍ମୁଖୀନ ହେଉଛନ୍ତି। ବନ ବିଭାଗ ଓ ରାଜସ୍ୱ ବିଭାଗ ମଧ୍ୟରେ ସମନ୍ୱୟ ଅଭାବ ଏହାର ମୁଖ୍ୟ କାରଣ ବୋଲି ଦର୍ଶାଯାଉଛି। ସ୍ଥାନୀୟ ଜନପ୍ରତିନିଧିମାନେ ଏହି ସମସ୍ୟାର ଶୀଘ୍ର ସମାଧାନ ଦାବି କରିଛନ୍ତି ଏବଂ ଜିଲ୍ଲାପାଳଙ୍କୁ ସ୍ମାରକପତ୍ର ଦେଇଛନ୍ତି।: [246, 188, 498, 603]
- collectorate-ad: [570, 1466, 934, 1802]
- cmc-cell-value: Rs.9.69 to 13.90 Lakhs: [714, 1937, 926, 1952]
- story-body: ଦି.ଉଦୟଗିରି, ୬।୮(ଡି.ଏନ.ଏ)- ଦି.ଉଦୟଗିରି ବ୍ଲକ ସଭାଗୃହରେ ମଧ୍ୟାହ୍ନଭୋଜନ ସମ୍ପର୍କରେ ଏକ ସଚେତନତା କର୍ମଶାଳା ଅନୁଷ୍ଠିତ ହୋଇଯାଇଛି। ଏଥିରେ ବ୍ଲକ ଶିକ୍ଷା ଅଧିକାରୀ ମୁଖ୍ୟ ଅତିଥି ଭାବେ ଯୋଗ ଦେଇ ପିଲାମାନଙ୍କୁ ପୁଷ୍ଟିକର ଖାଦ୍ୟ ପ୍ରଦାନ କରିବା ଉପରେ ଗୁରୁତ୍ୱାରୋପ କରିଥିଲେ। ରୋଷେଇ ଘର ପରିଷ୍କାର ରଖିବା, ଗୁଣାତ୍ମକ ଚାଉଳ ଓ ଡାଲି ବ୍ୟବହାର କରିବା ଏବଂ ଖାଦ୍ୟ ପରିବେଷଣ ପୂର୍ବରୁ ଶିକ୍ଷକମାନେ ଚାଖିବା ଉପରେ ଆଲୋଚନା ହୋଇଥିଲା। ପ୍ରଧାନଶିକ୍ଷକ, ରୋଷେୟା ଓ ସହାୟକମାନେ ଏଥିରେ ଯୋଗ ଦେଇଥିଲେ। ବିଦ୍ୟାଳୟ ପରିଚାଳନା କମିଟି ସଦସ୍ୟମାନଙ୍କୁ ନିୟମିତ ତଦାରଖ କରିବାକୁ ପରାମର୍ଶ ଦିଆଯାଇଥିଲା। ୧୦୪ଟି ବିଦ୍ୟାଳୟର ପ୍ରତିନିଧି ଉପସ୍ଥିତ ଥିଲେ।: [1272, 380, 1492, 695]
- cmc-cell-item: No. of Works: [596, 1922, 714, 1937]
- notice-cell: [1029, 1796, 1143, 1814]
- notice-row: [954, 1796, 1483, 1814]
- notice-cell: ପରଜା: [1143, 1886, 1318, 1904]
- cmc-cell-sl: 8.: [578, 2124, 597, 2153]
- story-body: ଜଙ୍ଗଲ ଜମି ବଣ୍ଟନରେ କ୍ରାନ୍ତିବାଲି ପଞ୍ଚାୟତ ଜିଲ୍ଲାରେ ଆଦର୍ଶ ପାଲଟିଛି। ଏହି ପଞ୍ଚାୟତରେ କିପରି କାର୍ଯ୍ୟ ହୋଇଛି ତାହା ଅନୁଧ୍ୟାନ କରିବା ପାଇଁ ପିଏଚି ପକ୍ଷରୁ ପରିଦର୍ଶନ କରାଯାଇଥିଲା। ଜଙ୍ଗଲ ଜମି ବଣ୍ଟନରେ ତ୍ରୁଟି ବିଚ୍ୟୁତି ସମ୍ପର୍କରେ ଆଲୋଚନା ହୋଇଥିଲା। ବିଶେଷଜ୍ଞମାନେ ହିତାଧିକାରୀଙ୍କ ସହ କଥା ହୋଇ ସମସ୍ୟା ବୁଝିଥିଲେ। ଜଙ୍ଗଲ ଜମିର ସୀମା ନିର୍ଦ୍ଧାରଣ ନେଇ ଲୋକଙ୍କ ମଧ୍ୟରେ ଥିବା ଅସନ୍ତୋଷ ଦୂର କରିବା ପାଇଁ ପରାମର୍ଶ ଦିଆଯାଇଥିଲା। ଗ୍ରାମସଭାର ନିଷ୍ପତ୍ତି ଅନୁସାରେ କାର୍ଯ୍ୟ କରିବାକୁ ସୁପାରିସ କରାଯାଇଛି।: [960, 246, 1256, 421]
- cmc-number: No.12629(PW): [577, 1878, 657, 1892]
- notice-cell: ୮୨: [1318, 1616, 1482, 1634]
- section-divider: [0, 1448, 1060, 1449]
- story-tribal: [4, 42, 230, 462]
- notice-table: [953, 1507, 1483, 2048]
- cmc-row: [578, 2153, 927, 2196]
- notice-title: ବିଜ୍ଞାପନ: [1141, 1359, 1295, 1405]
